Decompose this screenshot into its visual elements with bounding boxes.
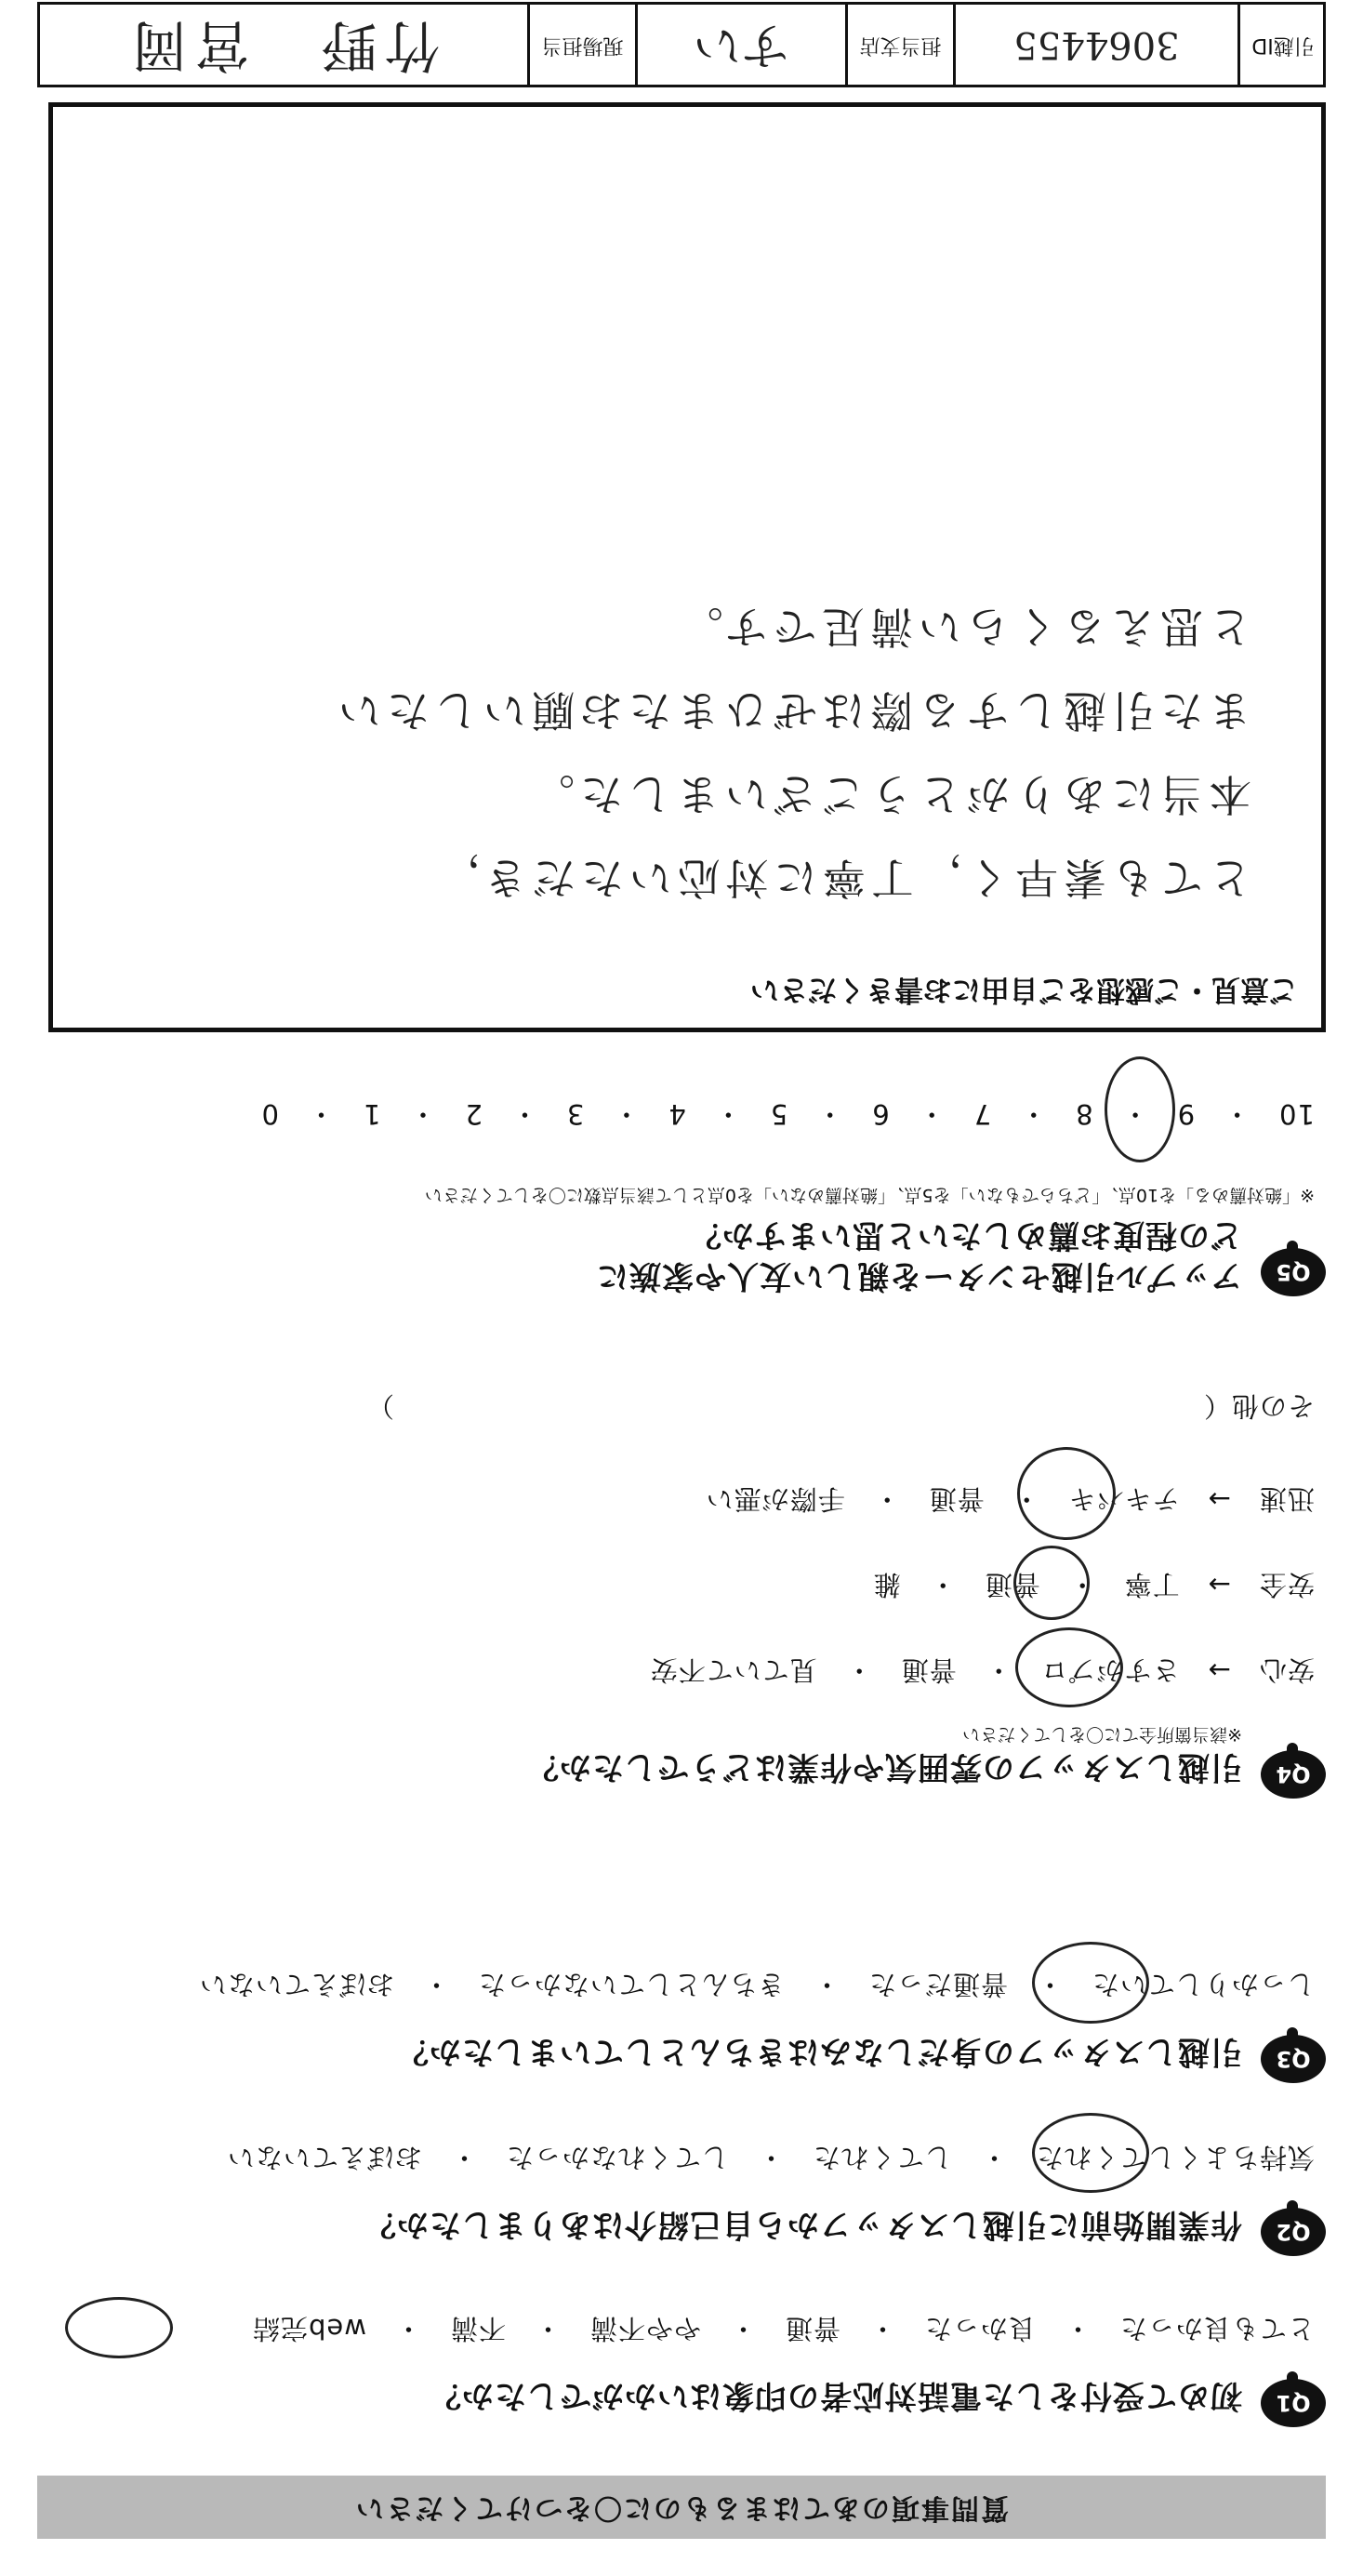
q2-badge: Q2 [1261,2208,1326,2256]
q1-title: 初めて受付をした電話対応者の印象はいかがでしたか？ [429,2377,1242,2414]
comment-title: ご意見・ご感想をご自由にお書きください [750,973,1298,1006]
q5-title-line1: アップル引越センターを親しい友人や家族に [596,1257,1242,1295]
q4-title: 引越しスタッフの雰囲気や作業はどうでしたか？ [526,1748,1242,1786]
q4-anzen-circle [1013,1546,1090,1620]
q3-options[interactable]: しっかりしていた ・ 普通だった ・ きちんとしていなかった ・ おぼえていない [198,1969,1315,2000]
comment-line-2: 本当にありがとうございました。 [526,769,1251,819]
q5-selected-circle [1105,1056,1175,1162]
q4-row-jinsoku[interactable]: 迅速 → テキパキ ・ 普通 ・ 手際が悪い [705,1483,1315,1515]
id-value-cell [956,2,1240,87]
q4-note: ※該当箇所全てに〇をしてください [962,1724,1242,1745]
q4-badge: Q4 [1261,1750,1326,1799]
leader-label: 現場担当 [530,2,638,87]
leader-value-cell [37,2,530,87]
branch-label: 担当支店 [848,2,956,87]
q1-options[interactable]: とても良かった ・ 良かった ・ 普通 ・ やや不満 ・ 不満 ・ web完結 [252,2313,1315,2344]
q3-badge: Q3 [1261,2035,1326,2083]
id-value: 3064455 [1013,23,1180,66]
q5-badge: Q5 [1261,1248,1326,1296]
comment-line-1: とても素早く，丁寧に対応いただき， [431,853,1251,903]
id-label: 引越ID [1251,33,1315,57]
q2-options[interactable]: 気持ちよくしてくれた ・ してくれた ・ してくれなかった ・ おぼえていない [226,2142,1315,2173]
q5-scale[interactable]: 10 ・ 9 ・ 8 ・ 7 ・ 6 ・ 5 ・ 4 ・ 3 ・ 2 ・ 1 ・ 0 [260,1098,1315,1130]
q4-row-other[interactable]: その他（ ） [365,1390,1315,1422]
q2-title: 作業開始前に引越しスタッフから自己紹介はありましたか？ [364,2206,1242,2243]
q4-row-anzen[interactable]: 安全 → 丁寧 ・ 普通 ・ 雑 [872,1569,1315,1600]
q4-jinsoku-circle [1017,1447,1116,1540]
branch-value-cell [638,2,848,87]
q5-title-line2: どの程度お薦めしたいと思いますか？ [689,1216,1242,1254]
q4-row-anshin[interactable]: 安心 → さすがプロ ・ 普通 ・ 見ていて不安 [649,1654,1315,1686]
branch-value: すい [693,17,790,73]
q4-anshin-circle [1015,1627,1123,1707]
q5-note: ※「絶対薦める」を10点、「どちらでもない」を5点、「絶対薦めない」を0点として該当点数に〇をしてください [424,1185,1315,1205]
comment-line-4: と思えるくらい満足です。 [674,602,1251,652]
q1-selected-circle [65,2297,173,2358]
q3-title: 引越しスタッフの身だしなみはきちんとしていましたか？ [396,2033,1242,2070]
q3-selected-circle [1032,1942,1149,2024]
comment-line-3: また引越しする際はぜひまたお願いしたい [333,685,1251,736]
instructions-text: 質問事項のあてはまるものに〇をつけてください [354,2491,1009,2524]
leader-value: 竹野 宮岡 [124,12,441,77]
q2-selected-circle [1032,2113,1149,2193]
q1-badge: Q1 [1261,2379,1326,2427]
